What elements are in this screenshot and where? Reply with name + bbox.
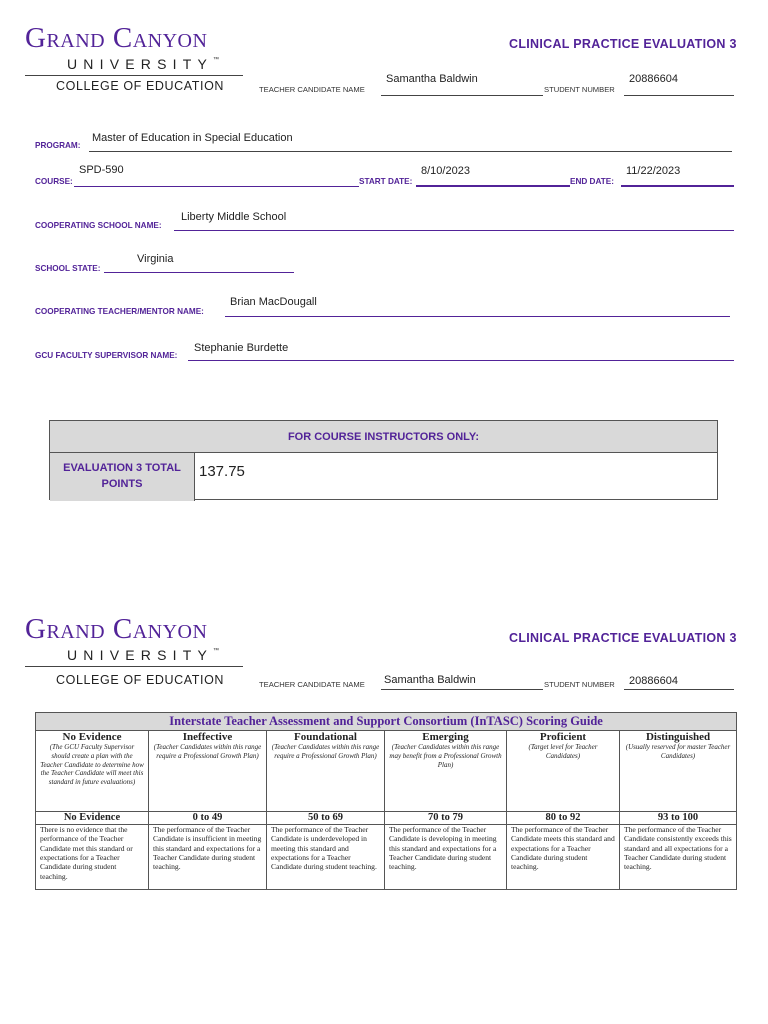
page-title: CLINICAL PRACTICE EVALUATION 3: [509, 37, 737, 51]
supervisor-field[interactable]: Stephanie Burdette: [194, 342, 289, 354]
student-number-label: STUDENT NUMBER: [544, 85, 615, 94]
guide-col-header: No Evidence (The GCU Faculty Supervisor should create a plan with the Teacher Candidate to determine how the Teacher Candidate will meet this standard in future evaluations): [36, 731, 149, 812]
instructors-box: [49, 420, 718, 500]
guide-range: 50 to 69: [267, 812, 385, 825]
school-name-line: [174, 230, 734, 231]
guide-range: 80 to 92: [507, 812, 620, 825]
logo-wordmark-2: Grand Canyon: [25, 613, 208, 645]
guide-col-header: Distinguished (Usually reserved for master Teacher Candidates): [620, 731, 737, 812]
program-line: [89, 151, 732, 152]
start-date-field[interactable]: 8/10/2023: [421, 165, 470, 177]
student-number-field[interactable]: 20886604: [629, 73, 678, 85]
student-number-label-2: STUDENT NUMBER: [544, 680, 615, 689]
mentor-field[interactable]: Brian MacDougall: [230, 296, 317, 308]
mentor-line: [225, 316, 730, 317]
supervisor-label: GCU FACULTY SUPERVISOR NAME:: [35, 351, 178, 360]
guide-body: The performance of the Teacher Candidate is underdeveloped in meeting this standard and expectations for a Teacher Candidate during student teaching.: [267, 824, 385, 890]
guide-range-row: [36, 812, 737, 825]
student-number-line-2: [624, 689, 734, 690]
guide-body: There is no evidence that the performance of the Teacher Candidate met this standard or expectations for a Teacher Candidate during student teaching.: [36, 824, 149, 890]
candidate-line-2: [381, 689, 543, 690]
gcu-logo: [25, 24, 243, 76]
logo-wordmark: Grand Canyon: [25, 22, 208, 54]
start-date-line: [416, 185, 570, 187]
school-state-label: SCHOOL STATE:: [35, 264, 101, 273]
candidate-field-2[interactable]: Samantha Baldwin: [384, 674, 476, 686]
guide-col-header: Foundational (Teacher Candidates within this range require a Professional Growth Plan): [267, 731, 385, 812]
guide-body: The performance of the Teacher Candidate consistently exceeds this standard and all expectations for a Teacher Candidate during student teaching.: [620, 824, 737, 890]
total-points-value[interactable]: 137.75: [199, 463, 245, 480]
guide-range: 93 to 100: [620, 812, 737, 825]
student-number-field-2[interactable]: 20886604: [629, 675, 678, 687]
logo-rule-2: [25, 666, 243, 667]
instructors-row: [50, 453, 717, 501]
guide-col-header: Proficient (Target level for Teacher Candidates): [507, 731, 620, 812]
candidate-label: TEACHER CANDIDATE NAME: [259, 85, 365, 94]
guide-range: 70 to 79: [385, 812, 507, 825]
end-date-line: [621, 185, 734, 187]
school-name-label: COOPERATING SCHOOL NAME:: [35, 221, 162, 230]
gcu-logo-2: [25, 615, 243, 667]
college-name-2: COLLEGE OF EDUCATION: [56, 673, 225, 687]
supervisor-line: [188, 360, 734, 361]
course-field[interactable]: SPD-590: [79, 164, 124, 176]
school-state-field[interactable]: Virginia: [137, 253, 174, 265]
total-points-label: EVALUATION 3 TOTAL POINTS: [50, 453, 195, 501]
guide-range: No Evidence: [36, 812, 149, 825]
candidate-line: [381, 95, 543, 96]
student-number-line: [624, 95, 734, 96]
guide-body-row: [36, 824, 737, 890]
guide-col-header: Emerging (Teacher Candidates within this range may benefit from a Professional Growth Plan): [385, 731, 507, 812]
candidate-field[interactable]: Samantha Baldwin: [386, 73, 478, 85]
school-state-line: [104, 272, 294, 273]
guide-body: The performance of the Teacher Candidate is insufficient in meeting this standard and expectations for a Teacher Candidate during student teaching.: [149, 824, 267, 890]
logo-rule: [25, 75, 243, 76]
guide-col-header: Ineffective (Teacher Candidates within this range require a Professional Growth Plan): [149, 731, 267, 812]
end-date-label: END DATE:: [570, 177, 614, 186]
guide-range: 0 to 49: [149, 812, 267, 825]
course-label: COURSE:: [35, 177, 73, 186]
program-field[interactable]: Master of Education in Special Education: [92, 132, 293, 144]
scoring-guide-title: Interstate Teacher Assessment and Support Consortium (InTASC) Scoring Guide: [36, 713, 737, 731]
course-line: [74, 186, 359, 187]
guide-header-row: [36, 731, 737, 812]
program-label: PROGRAM:: [35, 141, 81, 150]
guide-body: The performance of the Teacher Candidate meets this standard and expectations for a Teacher Candidate during student teaching.: [507, 824, 620, 890]
guide-body: The performance of the Teacher Candidate is developing in meeting this standard and expectations for a Teacher Candidate during student teaching.: [385, 824, 507, 890]
college-name: COLLEGE OF EDUCATION: [56, 79, 225, 93]
logo-university-2: UNIVERSITY™: [67, 647, 220, 663]
page-title-2: CLINICAL PRACTICE EVALUATION 3: [509, 631, 737, 645]
start-date-label: START DATE:: [359, 177, 413, 186]
instructors-header: FOR COURSE INSTRUCTORS ONLY:: [50, 421, 717, 453]
end-date-field[interactable]: 11/22/2023: [626, 165, 681, 177]
logo-university: UNIVERSITY™: [67, 56, 220, 72]
school-name-field[interactable]: Liberty Middle School: [181, 211, 287, 223]
mentor-label: COOPERATING TEACHER/MENTOR NAME:: [35, 307, 204, 316]
scoring-guide-table: [35, 712, 737, 890]
candidate-label-2: TEACHER CANDIDATE NAME: [259, 680, 365, 689]
